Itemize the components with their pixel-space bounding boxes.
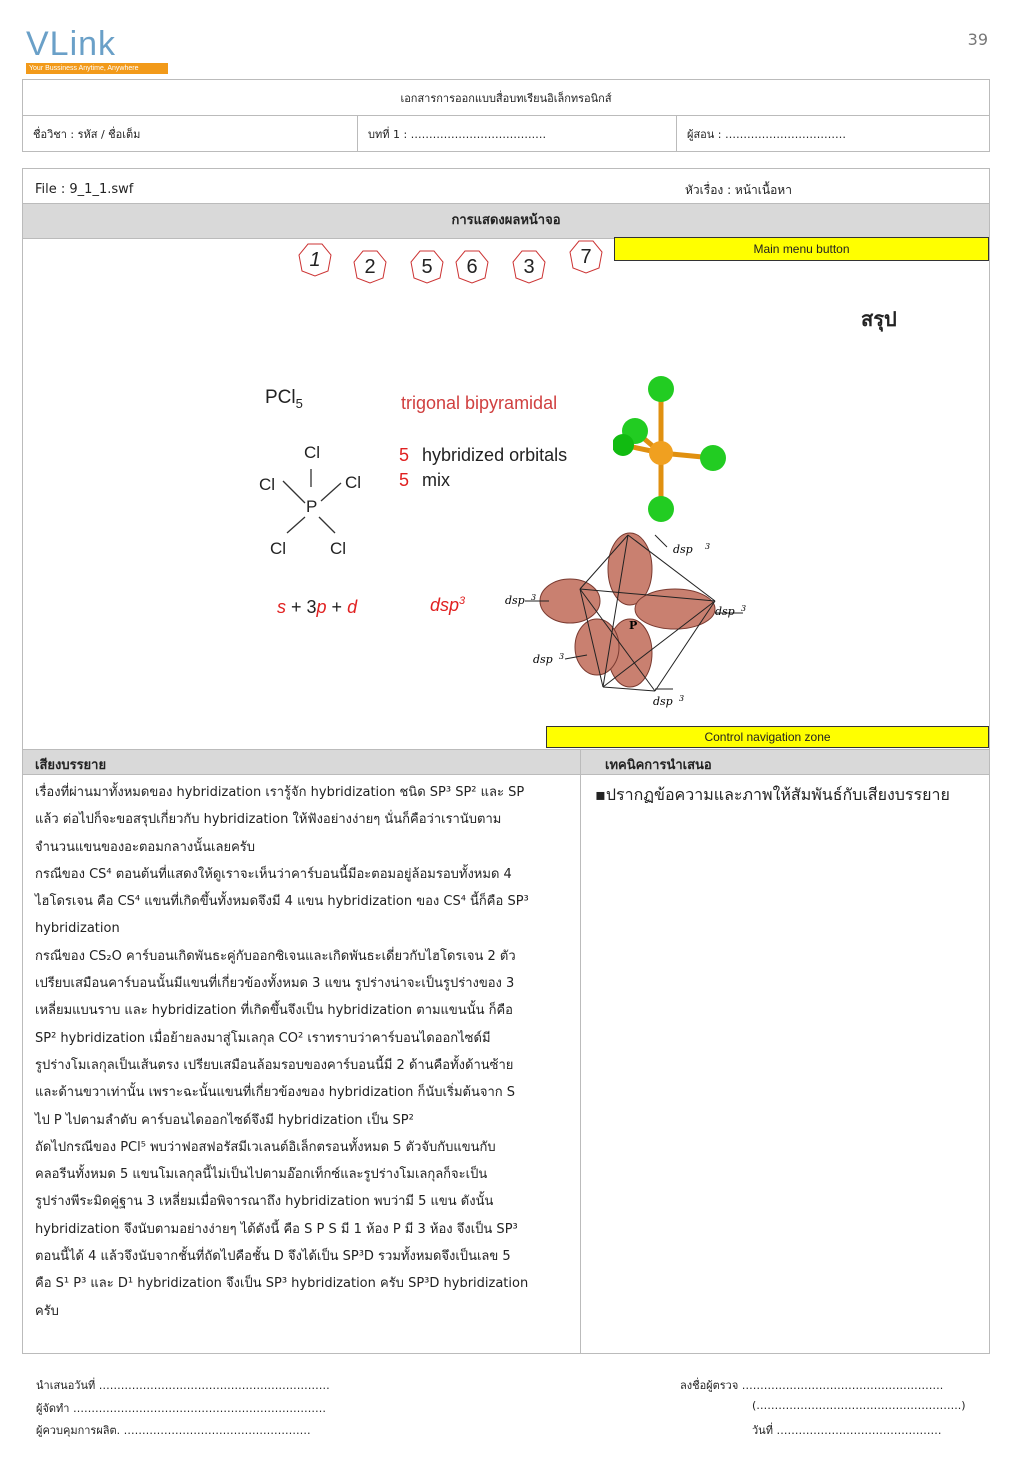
- summary-title: สรุป: [861, 307, 897, 331]
- narration-line: คลอรีนทั้งหมด 5 แขนโมเลกุลนี้ไม่เป็นไปตามอ๊อกเท็กซ์และรูปร่างโมเลกุลก็จะเป็น: [35, 1167, 488, 1183]
- screen-preview: [23, 237, 989, 747]
- mix-count: 5: [399, 470, 410, 490]
- orbital-label-2: dsp: [505, 594, 525, 607]
- topic-label: หัวเรื่อง : หน้าเนื้อหา: [685, 183, 792, 197]
- narration-line: กรณีของ CS₂O คาร์บอนเกิดพันธะคู่กับออกซิเจนและเกิดพันธะเดี่ยวกับไฮโดรเจน 2 ตัว: [35, 948, 516, 964]
- column-divider: [580, 749, 581, 1354]
- hex-label: 1: [309, 249, 321, 271]
- document-header-table: [22, 79, 990, 152]
- narration-line: เหลี่ยมแบนราบ และ hybridization ที่เกิดขึ้นจึงเป็น hybridization ตามแขนนั้น ก็คือ: [35, 1003, 513, 1019]
- narration-line: แล้ว ต่อไปก็จะขอสรุปเกี่ยวกับ hybridization ให้ฟังอย่างง่ายๆ นั่นก็คือว่าเรานับตาม: [35, 812, 502, 828]
- narration-line: ไป P ไปตามลำดับ คาร์บอนไดออกไซด์จึงมี hybridization เป็น SP²: [35, 1112, 414, 1128]
- formula-main: PCl: [265, 387, 296, 408]
- logo-tagline: Your Bussiness Anytime, Anywhere: [26, 63, 168, 74]
- hex-button-5[interactable]: [410, 250, 444, 284]
- narration-line: ครับ: [35, 1303, 59, 1319]
- narration-line: และด้านขวาเท่านั้น เพราะฉะนั้นแขนที่เกี่ยวข้องของ hybridization ก็นับเริ่มต้นจาก S: [35, 1085, 516, 1101]
- orbital-sup-1: 3: [705, 542, 711, 551]
- footer-controller: ผู้ควบคุมการผลิต. ……………………………………………: [36, 1424, 311, 1437]
- mix-text: mix: [422, 470, 451, 490]
- narration-line: กรณีของ CS⁴ ตอนต้นที่แสดงให้ดูเราจะเห็นว่าคาร์บอนนี้มีอะตอมอยู่ล้อมรอบทั้งหมด 4: [35, 866, 512, 882]
- page-number: 39: [967, 30, 988, 49]
- shape-name: trigonal bipyramidal: [401, 393, 558, 413]
- orbital-label-1: dsp: [673, 543, 693, 556]
- main-menu-zone[interactable]: Main menu button: [614, 237, 989, 261]
- display-header: การแสดงผลหน้าจอ: [23, 203, 989, 239]
- formula-sub: 5: [295, 395, 303, 411]
- cl-top: Cl: [304, 443, 321, 462]
- footer-maker: ผู้จัดทำ ……………………………………………………………: [36, 1402, 326, 1415]
- cl-right: Cl: [345, 473, 362, 492]
- equation: [277, 597, 357, 618]
- hex-button-3[interactable]: [512, 250, 546, 284]
- formula: [265, 387, 303, 411]
- hex-button-2[interactable]: [353, 250, 387, 284]
- technique-header: เทคนิคการนำเสนอ: [605, 758, 712, 773]
- hybrid-line-2: [399, 470, 450, 491]
- narration-line: จำนวนแขนของอะตอมกลางนั้นเลยครับ: [35, 839, 256, 855]
- hex-label: 5: [421, 256, 433, 278]
- storyboard-panel: [22, 168, 990, 1354]
- narration-line: ถัดไปกรณีของ PCl⁵ พบว่าฟอสฟอรัสมีเวเลนต์อิเล็กตรอนทั้งหมด 5 ตัวจับกับแขนกับ: [35, 1139, 496, 1155]
- narration-line: hybridization จึงนับตามอย่างง่ายๆ ได้ดังนี้ คือ S P S มี 1 ห้อง P มี 3 ห้อง จึงเป็น SP³: [35, 1221, 518, 1237]
- chapter-cell: บทที่ 1 : …………………………….…: [358, 116, 677, 152]
- result-sup: 3: [459, 595, 466, 607]
- eq-plus-3: + 3: [286, 597, 317, 617]
- hybrid-text: hybridized orbitals: [422, 445, 568, 465]
- hex-button-1[interactable]: [298, 243, 332, 277]
- cl-left: Cl: [259, 475, 276, 494]
- hybrid-line-1: [399, 445, 567, 466]
- orbital-sup-3: 3: [741, 604, 747, 613]
- narration-text: [35, 779, 570, 1325]
- hex-label: 3: [523, 256, 535, 278]
- instructor-cell: ผู้สอน : ……………………………: [677, 116, 990, 152]
- eq-p: p: [316, 597, 327, 617]
- result-text: dsp: [430, 595, 460, 615]
- cl-bottom-left: Cl: [270, 539, 287, 558]
- narration-line: ไฮโดรเจน คือ CS⁴ แขนที่เกิดขึ้นทั้งหมดจึงมี 4 แขน hybridization ของ CS⁴ นี้ก็คือ SP³: [35, 894, 529, 910]
- p-atom: P: [306, 497, 318, 516]
- ball-stick-model-image: [613, 373, 733, 523]
- bottom-header: [23, 749, 989, 775]
- narration-line: ตอนนี้ได้ 4 แล้วจึงนับจากชั้นที่ถัดไปคือชั้น D จึงได้เป็น SP³D รวมทั้งหมดจึงเป็นเลข 5: [35, 1249, 511, 1265]
- eq-d: d: [347, 597, 358, 617]
- footer-date: วันที่ ………………………………………: [752, 1424, 942, 1437]
- narration-line: รูปร่างพีระมิดคู่ฐาน 3 เหลี่ยมเมื่อพิจารณาถึง hybridization พบว่ามี 5 แขน ดังนั้น: [35, 1194, 494, 1210]
- subject-cell: ชื่อวิชา : รหัส / ชื่อเต็ม: [23, 116, 358, 152]
- orbital-sup-5: 3: [679, 694, 685, 703]
- footer-presented: นำเสนอวันที่ ………………………………………………………: [36, 1379, 330, 1392]
- technique-text: ▪ปรากฏข้อความและภาพให้สัมพันธ์กับเสียงบรรยาย: [595, 785, 950, 804]
- logo-text: VLink: [26, 25, 117, 63]
- hex-button-7[interactable]: [569, 240, 603, 274]
- file-label: File : 9_1_1.swf: [35, 182, 134, 197]
- doc-title: เอกสารการออกแบบสื่อบทเรียนอิเล็กทรอนิกส์: [23, 80, 990, 116]
- file-row: [23, 169, 989, 203]
- narration-line: คือ S¹ P³ และ D¹ hybridization จึงเป็น SP³ hybridization ครับ SP³D hybridization: [35, 1276, 529, 1292]
- narration-line: SP² hybridization เมื่อย้ายลงมาสู่โมเลกุล CO² เราทราบว่าคาร์บอนไดออกไซด์มี: [35, 1030, 491, 1046]
- hex-button-6[interactable]: [455, 250, 489, 284]
- narration-line: เรื่องที่ผ่านมาทั้งหมดของ hybridization เรารู้จัก hybridization ชนิด SP³ SP² และ SP: [35, 785, 525, 800]
- orbital-sup-4: 3: [559, 652, 565, 661]
- footer-signer: ลงชื่อผู้ตรวจ ……………………………………………….: [680, 1379, 944, 1392]
- narration-line: รูปร่างโมเลกุลเป็นเส้นตรง เปรียบเสมือนล้อมรอบของคาร์บอนนี้มี 2 ด้านคือทั้งด้านซ้าย: [35, 1057, 514, 1073]
- orbital-sup-2: 3: [531, 593, 537, 602]
- hex-label: 2: [364, 256, 376, 278]
- footer-signer-name: (………………………………………………..): [752, 1399, 966, 1412]
- orbital-label-5: dsp: [653, 695, 673, 708]
- hex-label: 7: [580, 246, 592, 268]
- control-navigation-zone[interactable]: Control navigation zone: [546, 726, 989, 748]
- eq-plus: +: [326, 597, 348, 617]
- orbital-label-4: dsp: [533, 653, 553, 666]
- narration-header: เสียงบรรยาย: [35, 758, 107, 773]
- orbital-label-3: dsp: [715, 605, 735, 618]
- eq-s: s: [277, 597, 286, 617]
- vlink-logo: [26, 24, 170, 74]
- orbital-p-label: P: [629, 619, 638, 632]
- hex-label: 6: [466, 256, 478, 278]
- hybrid-count: 5: [399, 445, 410, 465]
- cl-bottom-right: Cl: [330, 539, 347, 558]
- narration-line: hybridization: [35, 921, 120, 937]
- narration-line: เปรียบเสมือนคาร์บอนนั้นมีแขนที่เกี่ยวข้องทั้งหมด 3 แขน รูปร่างน่าจะเป็นรูปร่างของ 3: [35, 976, 515, 992]
- pcl5-structure-lines: [259, 445, 389, 545]
- equation-result: [430, 595, 465, 616]
- dsp3-orbital-diagram: [505, 529, 755, 709]
